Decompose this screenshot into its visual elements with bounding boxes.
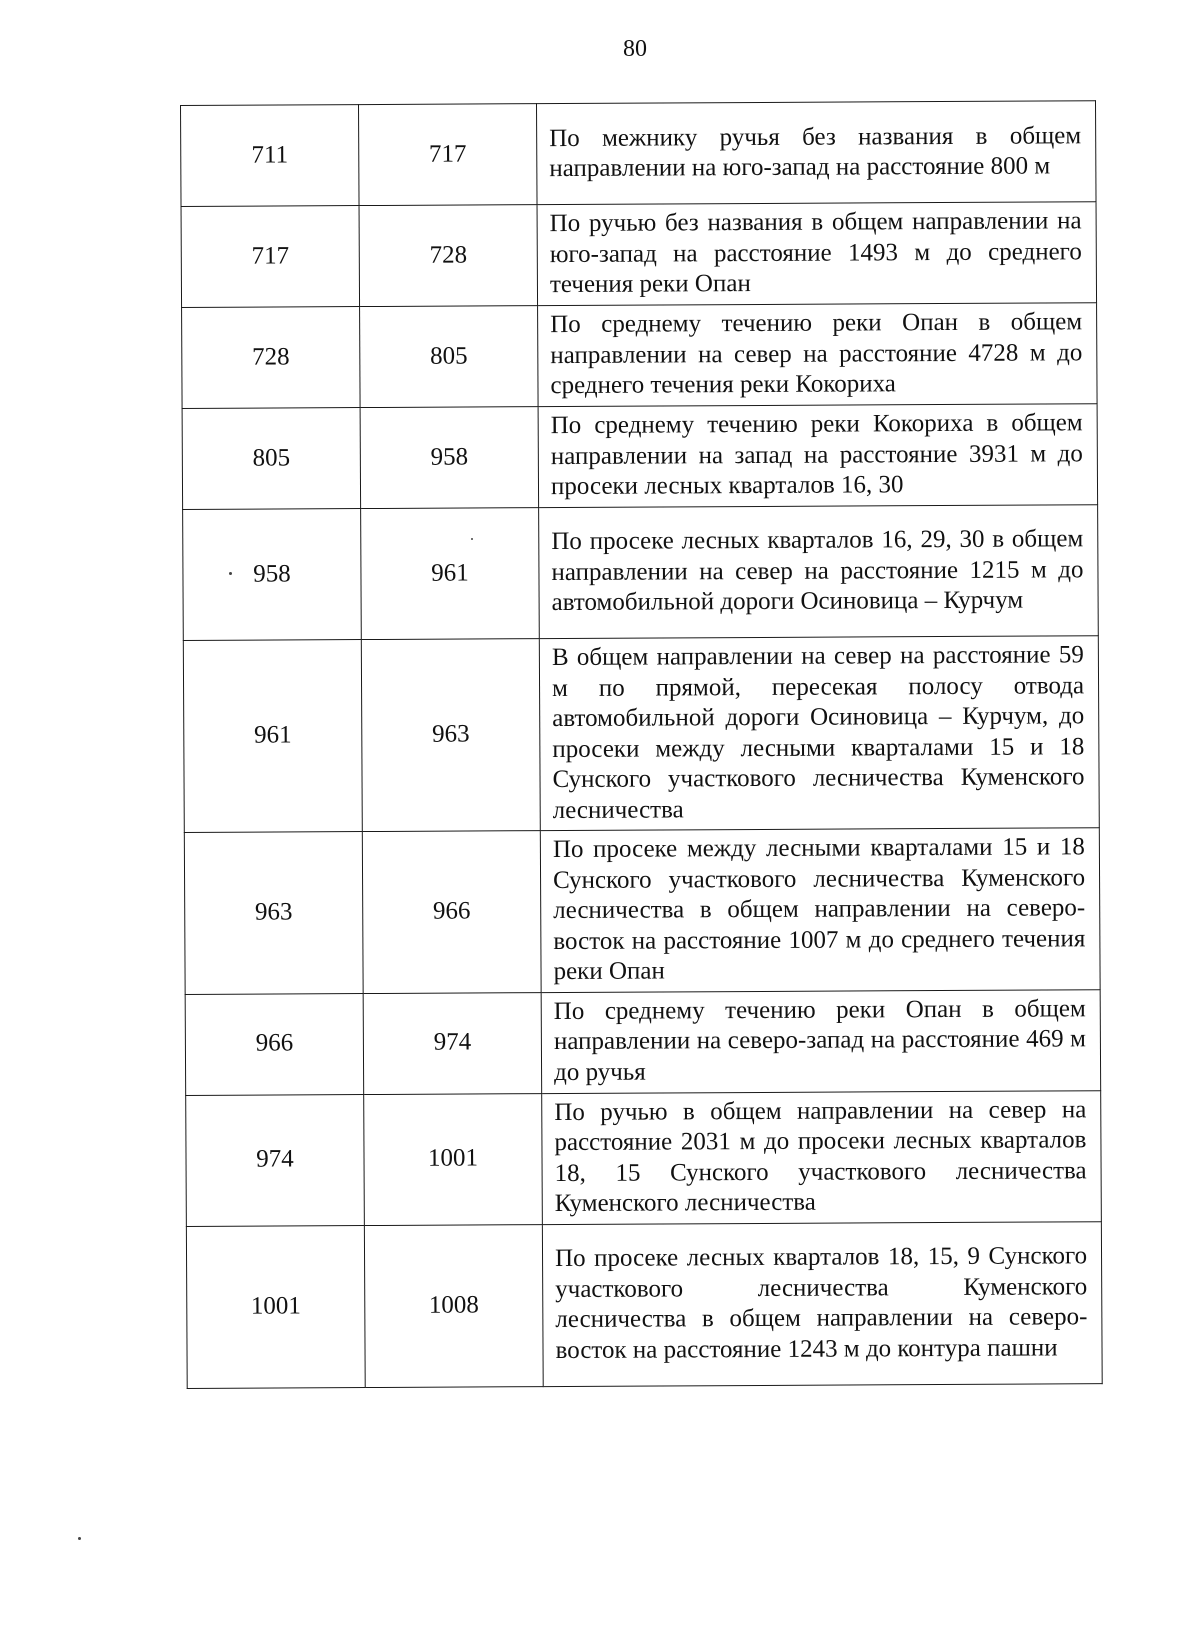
to-point-cell: 958 xyxy=(360,407,539,509)
boundary-description-table xyxy=(180,100,1103,1388)
table-row xyxy=(183,636,1099,833)
from-point-cell: 805 xyxy=(182,408,361,510)
from-point-cell: 728 xyxy=(182,307,361,409)
description-cell: По среднему течению реки Опан в общем направлении на северо-запад на расстояние 469 м до ручья xyxy=(541,989,1101,1093)
table-row xyxy=(184,828,1100,994)
to-point-cell: 966 xyxy=(362,831,541,993)
to-point-cell: 717 xyxy=(359,104,538,206)
table-row xyxy=(183,505,1099,641)
table-row xyxy=(181,101,1097,207)
from-point-cell: 958 xyxy=(183,509,362,641)
description-cell: В общем направлении на север на расстояние 59 м по прямой, пересекая полосу отвода автомобильной дороги Осиновица – Курчум, до просеки между лесными кварталами 15 и 18 Сунского участкового лесничества Куменского лесничества xyxy=(539,636,1099,831)
description-cell: По просеке между лесными кварталами 15 и 18 Сунского участкового лесничества Куменского лесничества в общем направлении на северо-восток на расстояние 1007 м до среднего течения реки Опан xyxy=(540,828,1100,992)
description-cell: По среднему течению реки Опан в общем направлении на север на расстояние 4728 м до среднего течения реки Кокориха xyxy=(538,303,1098,407)
to-point-cell: 961 xyxy=(361,508,540,640)
description-cell: По межнику ручья без названия в общем направлении на юго-запад на расстояние 800 м xyxy=(536,101,1096,205)
table-row xyxy=(185,989,1101,1095)
from-point-cell: 963 xyxy=(184,832,363,994)
description-cell: По ручью без названия в общем направлении на юго-запад на расстояние 1493 м до среднего течения реки Опан xyxy=(537,202,1097,306)
description-cell: По среднему течению реки Кокориха в общем направлении на запад на расстояние 3931 м до просеки лесных кварталов 16, 30 xyxy=(538,404,1098,508)
description-cell: По просеке лесных кварталов 16, 29, 30 в общем направлении на север на расстояние 1215 м до автомобильной дороги Осиновица – Курчум xyxy=(539,505,1099,639)
description-cell: По просеке лесных кварталов 18, 15, 9 Сунского участкового лесничества Куменского лесничества в общем направлении на северо-восток на расстояние 1243 м до контура пашни xyxy=(542,1221,1102,1386)
table-row xyxy=(182,303,1098,409)
to-point-cell: 1008 xyxy=(364,1224,543,1387)
to-point-cell: 1001 xyxy=(364,1093,543,1225)
from-point-cell: 961 xyxy=(183,640,362,833)
to-point-cell: 974 xyxy=(363,992,542,1094)
table-row xyxy=(186,1090,1102,1226)
from-point-cell: 966 xyxy=(185,993,364,1095)
page-number: 80 xyxy=(623,36,647,62)
to-point-cell: 805 xyxy=(360,306,539,408)
to-point-cell: 963 xyxy=(361,639,540,832)
scan-speck xyxy=(471,538,473,540)
scan-speck xyxy=(78,1537,81,1540)
to-point-cell: 728 xyxy=(359,205,538,307)
from-point-cell: 1001 xyxy=(186,1225,365,1388)
table-row xyxy=(181,202,1097,308)
from-point-cell: 974 xyxy=(186,1094,365,1226)
table-row xyxy=(186,1221,1102,1388)
table-row xyxy=(182,404,1098,510)
from-point-cell: 711 xyxy=(181,105,360,207)
from-point-cell: 717 xyxy=(181,206,360,308)
description-cell: По ручью в общем направлении на север на расстояние 2031 м до просеки лесных кварталов 18, 15 Сунского участкового лесничества Куменского лесничества xyxy=(542,1090,1102,1224)
scan-speck xyxy=(229,572,232,575)
